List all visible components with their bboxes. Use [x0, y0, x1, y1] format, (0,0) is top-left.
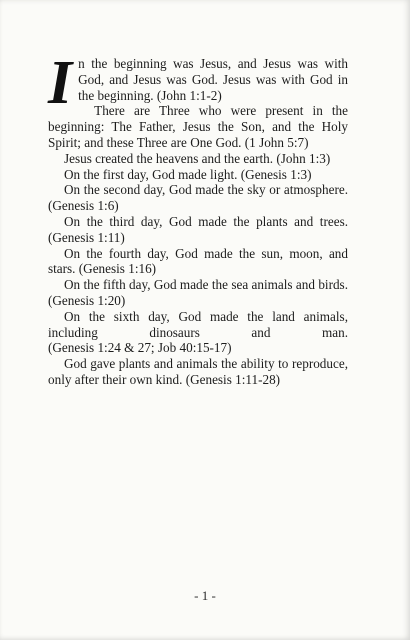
page-number: - 1 - [194, 588, 216, 603]
paragraph-text: God gave plants and animals the ability to reproduce, only after their own kind. [48, 356, 348, 387]
body-text [48, 49, 348, 388]
paragraph-10 [48, 356, 348, 388]
paragraph-text: n the beginning was Jesus, and Jesus was with God, and Jesus was God. Jesus was with God in the beginning. [78, 56, 348, 103]
scripture-reference: (Genesis 1:6) [48, 198, 119, 214]
scripture-reference: (John 1:1-2) [156, 87, 222, 103]
paragraph-text: There are Three who were present in the beginning: The Father, Jesus the Son, and the Holy Spirit; and these Three are One God. [48, 103, 348, 150]
drop-cap-letter: I [48, 49, 73, 117]
paragraph-text: Jesus created the heavens and the earth. [64, 150, 274, 166]
scripture-reference: (Genesis 1:20) [48, 292, 126, 308]
paragraph-text: On the second day, God made the sky or atmosphere. [64, 182, 348, 198]
paragraph-text: On the third day, God made the plants and trees. [64, 213, 348, 229]
paragraph-text: On the fifth day, God made the sea animals and birds. [64, 277, 348, 293]
paragraph-text: On the fourth day, God made the sun, moon, and stars. [48, 245, 348, 277]
scripture-reference: (John 1:3) [276, 150, 331, 166]
scripture-reference: (Genesis 1:11-28) [185, 371, 281, 387]
paragraph-6 [48, 214, 348, 246]
scripture-reference: (Genesis 1:11) [48, 229, 125, 245]
paragraph-text: On the first day, God made light. [64, 166, 238, 182]
paragraph-1 [48, 49, 348, 117]
paragraph-5 [48, 182, 348, 214]
paragraph-9 [48, 309, 348, 356]
scripture-reference: (Genesis 1:3) [240, 166, 312, 182]
scripture-reference: (1 John 5:7) [244, 134, 309, 150]
paragraph-8 [48, 277, 348, 309]
paragraph-3 [48, 151, 348, 167]
scripture-reference: (Genesis 1:16) [78, 261, 157, 277]
scripture-reference: (Genesis 1:24 & 27; Job 40:15-17) [48, 340, 232, 356]
paragraph-2 [48, 103, 348, 150]
paragraph-4 [48, 167, 348, 183]
paragraph-7 [48, 246, 348, 278]
paragraph-text: On the sixth day, God made the land animals, including dinosaurs and man. [48, 308, 348, 340]
